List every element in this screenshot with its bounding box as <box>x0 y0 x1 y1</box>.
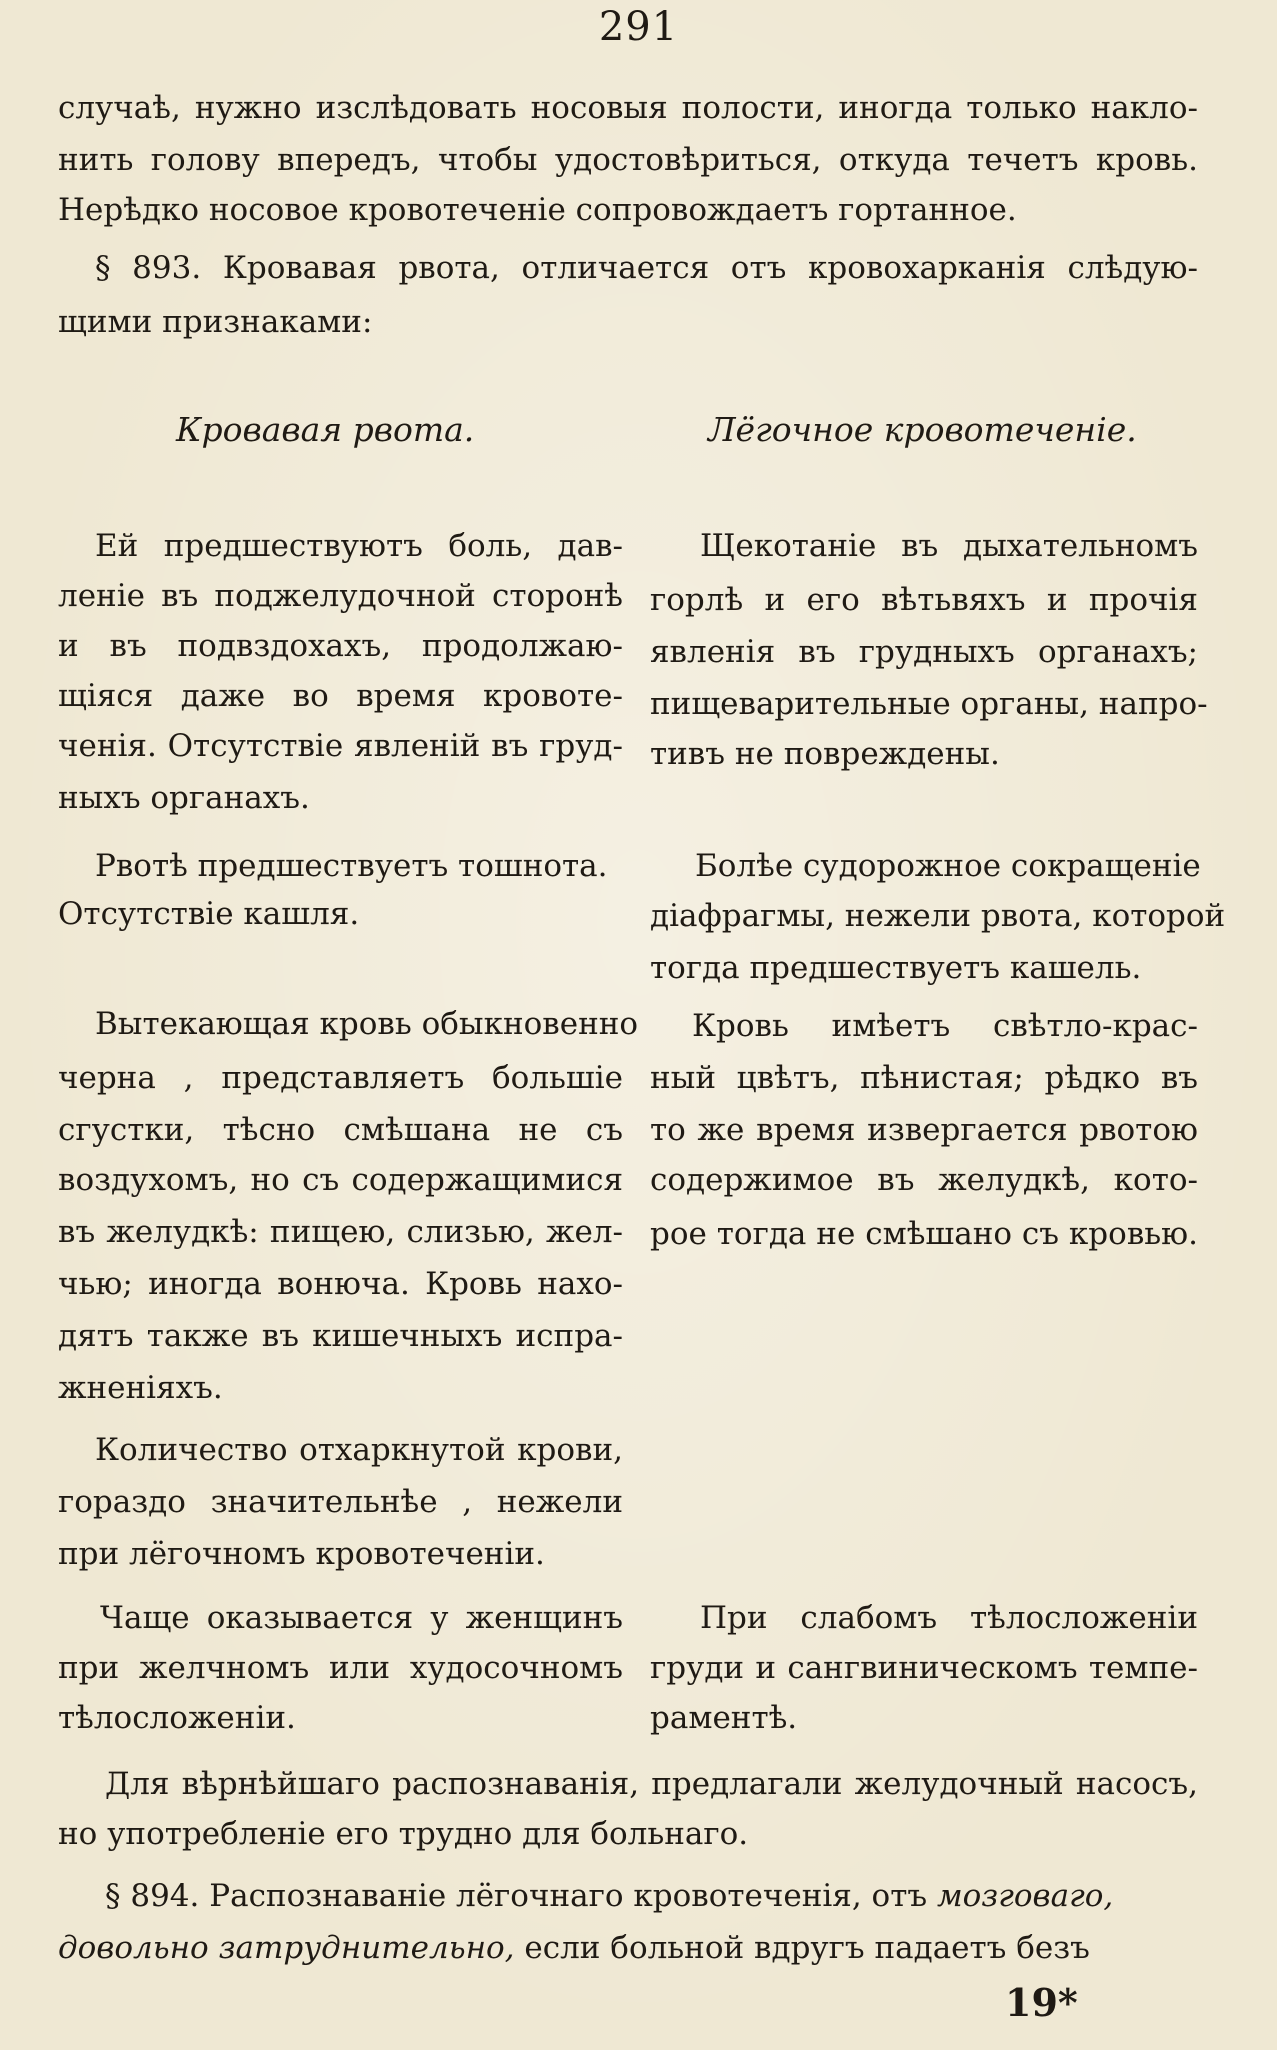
right-line-11: то же время извергается рвотою <box>650 1112 1198 1148</box>
intro-line-1: случаѣ, нужно изслѣдовать носовыя полости, иногда только накло- <box>58 90 1198 126</box>
left-line-15: дятъ также въ кишечныхъ испра- <box>58 1318 623 1354</box>
section-894-text-2: если больной вдругъ падаетъ безъ <box>514 1930 1090 1966</box>
left-line-20: Чаще оказывается у женщинъ <box>100 1600 623 1636</box>
section-894-italic-2: довольно затруднительно, <box>58 1930 515 1966</box>
left-line-14: чью; иногда вонюча. Кровь нахо- <box>58 1266 623 1302</box>
section-894-italic-1: мозговаго, <box>936 1878 1114 1914</box>
page-number: 291 <box>598 4 679 50</box>
left-line-16: жненіяхъ. <box>58 1370 223 1406</box>
right-line-4: пищеварительные органы, напро- <box>650 686 1208 722</box>
left-line-8: Отсутствіе кашля. <box>58 896 360 932</box>
left-line-10: черна , представляетъ большіе <box>58 1060 623 1096</box>
left-line-2: леніе въ поджелудочной сторонѣ <box>58 578 623 614</box>
right-line-9: Кровь имѣетъ свѣтло-крас- <box>692 1008 1198 1044</box>
intro-line-2: нить голову впередъ, чтобы удостовѣриться, откуда течетъ кровь. <box>58 142 1198 178</box>
section-894-text-1: § 894. Распознаваніе лёгочнаго кровотеченія, отъ <box>105 1878 937 1914</box>
left-line-13: въ желудкѣ: пищею, слизью, жел- <box>58 1214 623 1250</box>
left-line-18: гораздо значительнѣе , нежели <box>58 1484 623 1520</box>
section-894-line-1 <box>105 1876 1113 1916</box>
section-894-line-2 <box>58 1928 1090 1968</box>
section-893-line-1: § 893. Кровавая рвота, отличается отъ кровохарканія слѣдую- <box>95 250 1198 286</box>
left-line-17: Количество отхаркнутой крови, <box>95 1432 623 1468</box>
right-line-10: ный цвѣтъ, пѣнистая; рѣдко въ <box>650 1060 1198 1096</box>
right-line-13: рое тогда не смѣшано съ кровью. <box>650 1216 1198 1252</box>
signature-mark: 19* <box>1005 1980 1078 2025</box>
right-line-1: Щекотаніе въ дыхательномъ <box>700 528 1198 564</box>
right-line-8: тогда предшествуетъ кашель. <box>650 950 1142 986</box>
right-line-5: тивъ не повреждены. <box>650 736 1000 772</box>
left-line-7: Рвотѣ предшествуетъ тошнота. <box>95 848 608 884</box>
intro-line-3: Нерѣдко носовое кровотеченіе сопровождаетъ гортанное. <box>58 192 1017 228</box>
right-line-2: горлѣ и его вѣтьвяхъ и прочія <box>650 582 1198 618</box>
left-line-5: ченія. Отсутствіе явленій въ груд- <box>58 728 623 764</box>
left-line-9: Вытекающая кровь обыкновенно <box>95 1006 639 1042</box>
right-line-6: Болѣе судорожное сокращеніе <box>695 848 1201 884</box>
right-line-3: явленія въ грудныхъ органахъ; <box>650 634 1198 670</box>
right-line-12: содержимое въ желудкѣ, кото- <box>650 1162 1198 1198</box>
left-line-19: при лёгочномъ кровотеченіи. <box>58 1536 545 1572</box>
closing-line-2: но употребленіе его трудно для больнаго. <box>58 1816 749 1852</box>
right-line-15: груди и сангвиническомъ темпе- <box>650 1650 1198 1686</box>
left-line-22: тѣлосложеніи. <box>58 1700 296 1736</box>
left-line-6: ныхъ органахъ. <box>58 780 310 816</box>
left-line-3: и въ подвздохахъ, продолжаю- <box>58 628 623 664</box>
right-column-heading: Лёгочное кровотеченіе. <box>708 410 1137 449</box>
left-column-heading: Кровавая рвота. <box>176 410 475 449</box>
section-893-line-2: щими признаками: <box>58 304 373 340</box>
left-line-1: Ей предшествуютъ боль, дав- <box>95 528 623 564</box>
closing-line-1: Для вѣрнѣйшаго распознаванія, предлагали желудочный насосъ, <box>105 1766 1198 1802</box>
left-line-4: щіяся даже во время кровоте- <box>58 678 623 714</box>
right-line-16: раментѣ. <box>650 1700 798 1736</box>
left-line-12: воздухомъ, но съ содержащимися <box>58 1162 623 1198</box>
right-line-14: При слабомъ тѣлосложеніи <box>700 1600 1198 1636</box>
left-line-21: при желчномъ или худосочномъ <box>58 1650 623 1686</box>
left-line-11: сгустки, тѣсно смѣшана не съ <box>58 1112 623 1148</box>
right-line-7: діафрагмы, нежели рвота, которой <box>650 898 1226 934</box>
